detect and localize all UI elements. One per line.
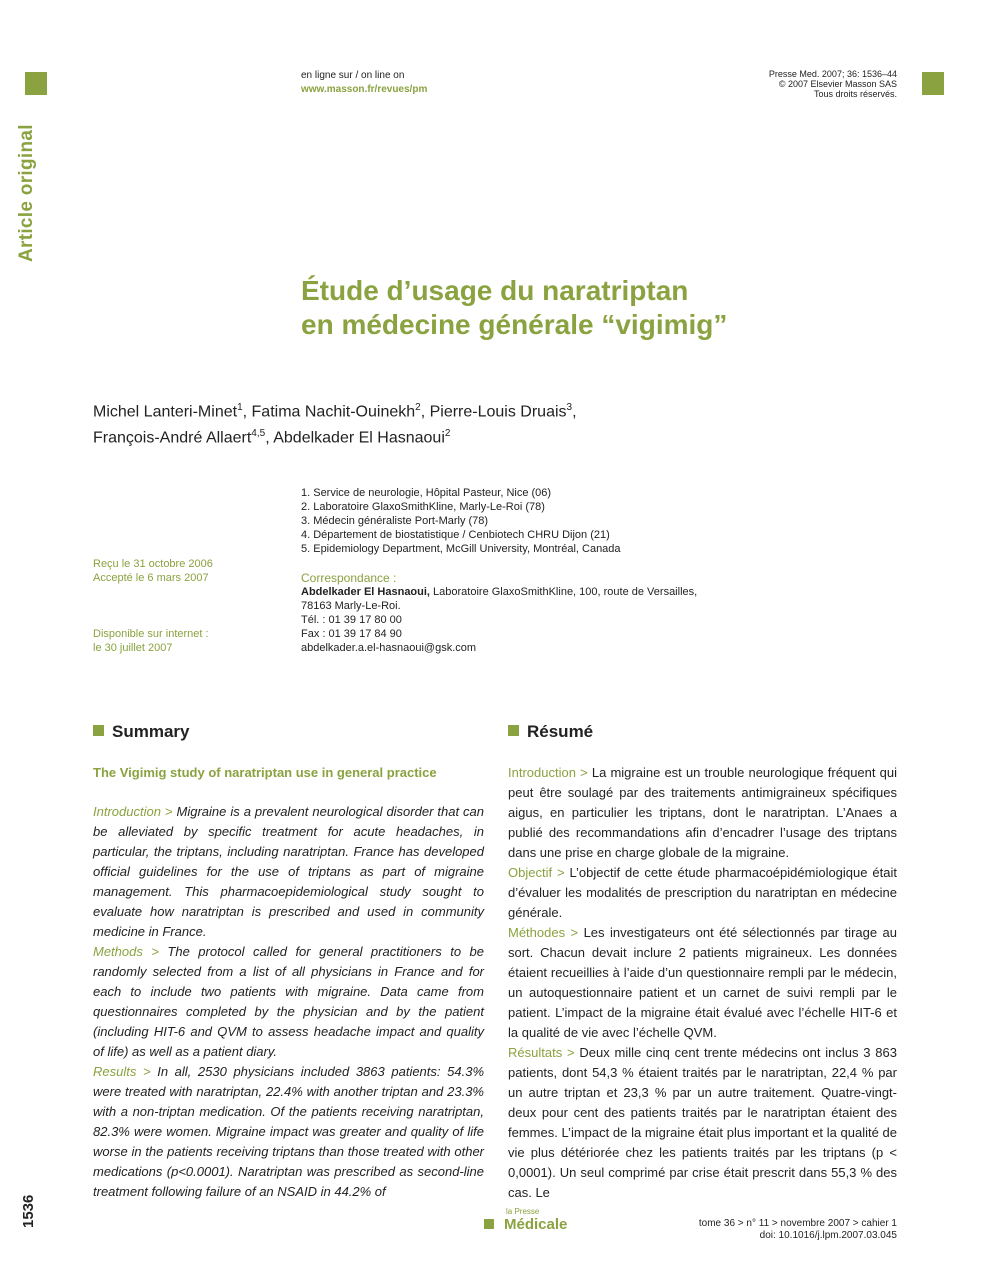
online-date: le 30 juillet 2007: [93, 642, 173, 654]
article-title: [301, 274, 727, 342]
author-affil: 2: [444, 428, 451, 440]
section-label: Introduction >: [93, 804, 173, 819]
correspondence-tel: Tél. : 01 39 17 80 00: [301, 614, 402, 626]
online-date-label: Disponible sur internet :: [93, 628, 209, 640]
author-affil: 4,5: [251, 428, 266, 440]
section-label: Objectif >: [508, 865, 565, 880]
footer-issue-block: [699, 1218, 897, 1242]
author-name: Pierre-Louis Druais: [429, 403, 567, 421]
section-label: Introduction >: [508, 765, 588, 780]
affiliation-list: [301, 486, 621, 556]
received-date: Reçu le 31 octobre 2006: [93, 558, 213, 570]
page-number: 1536: [20, 1194, 37, 1228]
correspondence-address: Laboratoire GlaxoSmithKline, 100, route de Versailles,: [429, 586, 698, 598]
resume-heading: [508, 722, 593, 742]
journal-logo: [484, 1207, 567, 1233]
author-name: François-André Allaert: [93, 429, 252, 447]
section-text: Migraine is a prevalent neurological disorder that can be alleviated by specific treatment for acute headaches, in particular, the triptans, including naratriptan. France has developed official guidelines for the use of triptans as part of migraine management. This pharmacoepidemiological study sought to evaluate how naratriptan is prescribed and used in community medicine in France.: [93, 804, 485, 939]
accepted-date: Accepté le 6 mars 2007: [93, 572, 209, 584]
online-url[interactable]: www.masson.fr/revues/pm: [301, 84, 428, 95]
section-label: Results >: [93, 1064, 151, 1079]
correspondence-fax: Fax : 01 39 17 84 90: [301, 628, 402, 640]
section-text: In all, 2530 physicians included 3863 patients: 54.3% were treated with naratriptan, 22.4% with another triptan and 23.3% with a non-triptan medication. Of the patients receiving naratriptan, 82.3% were women. Migraine impact was greater and quality of life worse in the patients receiving triptans than those treated with other medications (p<0.0001). Naratriptan was prescribed as second-line treatment following failure of an NSAID in 44.2% of: [93, 1064, 484, 1199]
title-line-1: Étude d’usage du naratriptan: [301, 275, 689, 306]
logo-bottom-text: Médicale: [504, 1216, 568, 1233]
affiliation-item: 2. Laboratoire GlaxoSmithKline, Marly-Le-Roi (78): [301, 501, 545, 513]
author-name: Michel Lanteri-Minet: [93, 403, 238, 421]
affiliation-item: 3. Médecin généraliste Port-Marly (78): [301, 515, 489, 527]
author-sep: ,: [572, 403, 577, 421]
section-label: Résultats >: [508, 1045, 575, 1060]
doi[interactable]: doi: 10.1016/j.lpm.2007.03.045: [759, 1230, 897, 1241]
summary-column: [93, 763, 484, 1202]
heading-square-icon: [508, 725, 519, 736]
section-text: The protocol called for general practitioners to be randomly selected from a list of all physicians in France and for each to include two patients with migraine. Data came from questionnaires completed by the physician and by the patient (including HIT-6 and QVM to assess headache impact and quality of life) as well as a patient diary.: [93, 944, 484, 1059]
resume-heading-text: Résumé: [527, 722, 594, 741]
summary-heading: [93, 722, 189, 742]
issue-info: tome 36 > n° 11 > novembre 2007 > cahier 1: [698, 1218, 897, 1229]
heading-square-icon: [93, 725, 104, 736]
affiliation-item: 5. Epidemiology Department, McGill University, Montréal, Canada: [301, 543, 621, 555]
resume-objectif: [508, 863, 897, 923]
correspondence-email[interactable]: abdelkader.a.el-hasnaoui@gsk.com: [301, 642, 477, 654]
summary-introduction: [93, 802, 484, 942]
summary-heading-text: Summary: [112, 722, 190, 741]
section-text: Les investigateurs ont été sélectionnés par tirage au sort. Chacun devait inclure 2 patients migraineux. Les données étaient recueillies à l’aide d’un questionnaire rempli par le médecin, un autoquestionnaire patient et un carnet de suivi rempli par le patient. L’impact de la migraine était évalué avec l’échelle HIT-6 et la qualité de vie avec l’échelle QVM.: [508, 925, 897, 1040]
corner-square-right: [922, 72, 944, 95]
summary-methods: [93, 942, 484, 1062]
resume-column: [508, 763, 897, 1203]
logo-square-icon: [484, 1219, 494, 1229]
corner-square-left: [25, 72, 47, 95]
correspondence-name: Abdelkader El Hasnaoui,: [301, 586, 430, 598]
section-label: Methods >: [93, 944, 159, 959]
resume-methodes: [508, 923, 897, 1043]
summary-results: [93, 1062, 484, 1202]
citation-block: [769, 69, 897, 99]
correspondence-block: [301, 571, 697, 655]
section-text: L’objectif de cette étude pharmacoépidémiologique était d’évaluer les modalités de prescription du naratriptan en médecine générale.: [508, 865, 897, 920]
resume-resultats: [508, 1043, 897, 1203]
correspondence-city: 78163 Marly-Le-Roi.: [301, 600, 401, 612]
author-name: Abdelkader El Hasnaoui: [273, 429, 445, 447]
article-type-label: Article original: [16, 124, 37, 262]
author-sep: ,: [242, 403, 252, 421]
section-label: Méthodes >: [508, 925, 579, 940]
affiliation-item: 4. Département de biostatistique / Cenbiotech CHRU Dijon (21): [301, 529, 610, 541]
author-sep: ,: [265, 429, 274, 447]
correspondence-label: Correspondance :: [301, 571, 397, 585]
resume-introduction: [508, 763, 897, 863]
section-text: La migraine est un trouble neurologique fréquent qui peut être soulagé par des traitements antimigraineux spécifiques aigus, en particulier les triptans, dont le naratriptan. L’Anaes a publié des recommandations afin d’encadrer l’usage des triptans dans une prise en charge globale de la migraine.: [508, 765, 897, 860]
author-affil: 3: [566, 402, 573, 413]
author-name: Fatima Nachit-Ouinekh: [251, 403, 416, 421]
logo-top-text: la Presse: [506, 1207, 540, 1216]
online-label: en ligne sur / on line on: [301, 70, 405, 81]
rights: Tous droits réservés.: [813, 89, 897, 99]
affiliation-item: 1. Service de neurologie, Hôpital Pasteur, Nice (06): [301, 487, 552, 499]
author-list: [93, 397, 577, 450]
title-line-2: en médecine générale “vigimig”: [301, 309, 728, 340]
copyright: © 2007 Elsevier Masson SAS: [778, 79, 897, 89]
author-affil: 1: [237, 402, 243, 413]
author-sep: ,: [420, 403, 430, 421]
author-affil: 2: [415, 402, 421, 413]
citation: Presse Med. 2007; 36: 1536–44: [768, 69, 897, 79]
section-text: Deux mille cinq cent trente médecins ont inclus 3 863 patients, dont 54,3 % étaient traités par le naratriptan, 22,4 % par un autre triptan et 23,3 % par un autre traitement. Quatre-vingt-deux pour cent des patients traités par le naratriptan étaient des femmes. L’impact de la migraine était plus important et la qualité de vie plus détériorée chez les patients traités par les triptans (p < 0,0001). Un seul comprimé par crise était prescrit dans 55,3 % des cas. Le: [508, 1045, 898, 1200]
summary-subtitle: The Vigimig study of naratriptan use in general practice: [93, 765, 437, 780]
